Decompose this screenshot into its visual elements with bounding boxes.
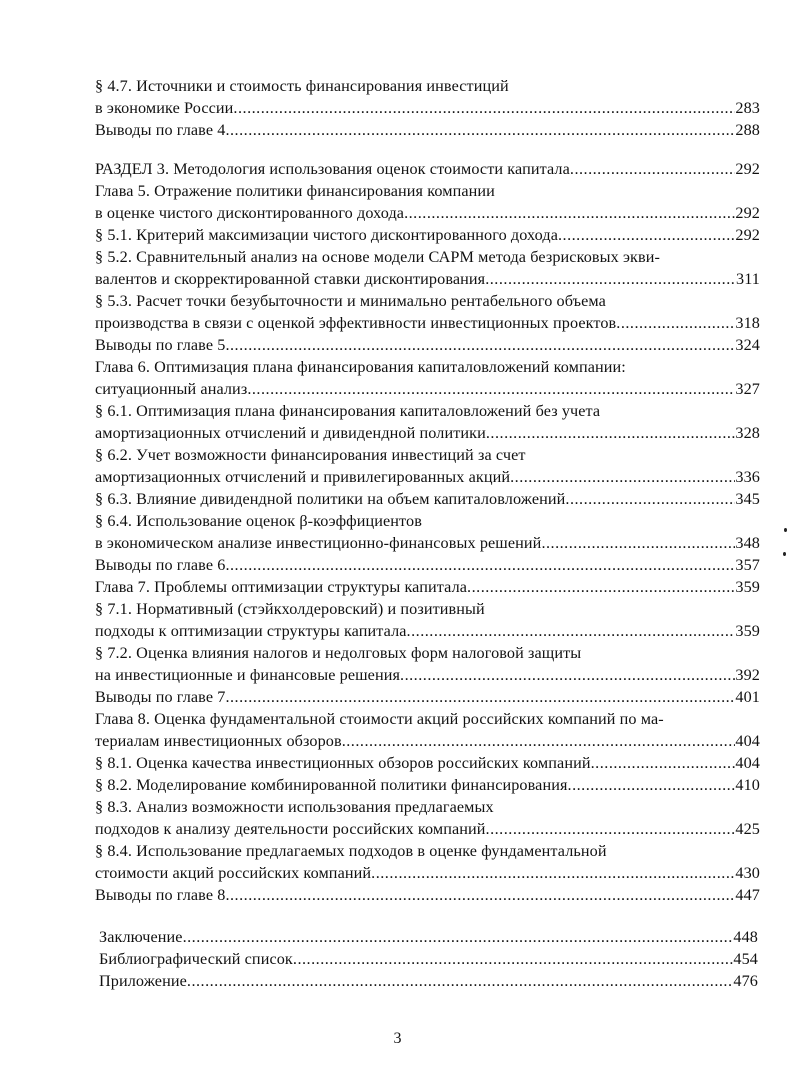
toc-entry-page: 401 (735, 688, 760, 706)
toc-leader (486, 818, 736, 840)
toc-line (95, 840, 760, 862)
toc-leader (558, 224, 735, 246)
toc-line (95, 730, 760, 752)
toc-entry-title: § 8.3. Анализ возможности использования предлагаемых (95, 798, 494, 816)
toc-entry-page: 392 (735, 666, 760, 684)
toc-line (95, 97, 760, 119)
toc-entry-page: 359 (735, 622, 760, 640)
toc-line (95, 488, 760, 510)
toc-entry-page: 345 (735, 490, 760, 508)
toc-leader (225, 119, 735, 141)
toc-line (95, 598, 760, 620)
toc-entry-title: в экономическом анализе инвестиционно-финансовых решений (95, 534, 542, 552)
toc-leader (467, 576, 735, 598)
toc-leader (541, 532, 735, 554)
toc-entry-title: § 6.2. Учет возможности финансирования инвестиций за счет (95, 446, 526, 464)
toc-leader (247, 378, 735, 400)
toc-leader (568, 774, 736, 796)
toc-entry-title: Выводы по главе 7 (95, 688, 226, 706)
toc-line (95, 312, 760, 334)
toc-line (95, 466, 760, 488)
toc-line (95, 75, 760, 97)
toc-leader (510, 466, 735, 488)
toc-entry-title: ситуационный анализ (95, 380, 248, 398)
scan-speck (784, 528, 787, 532)
toc-entry-title: подходы к оптимизации структуры капитала (95, 622, 407, 640)
toc-entry-page: 447 (735, 886, 760, 904)
toc-leader (225, 334, 735, 356)
toc-line (95, 202, 760, 224)
toc-leader (407, 620, 736, 642)
toc-entry-page: 425 (735, 820, 760, 838)
toc-entry-page: 327 (735, 380, 760, 398)
toc-entry-title: § 7.1. Нормативный (стэйкхолдеровский) и позитивный (95, 600, 485, 618)
toc-leader (233, 97, 735, 119)
toc-leader (486, 422, 736, 444)
toc-entry-page: 318 (735, 314, 760, 332)
toc-entry-page: 359 (735, 578, 760, 596)
toc-line (95, 290, 760, 312)
toc-leader (187, 970, 734, 992)
toc-entry-title: амортизационных отчислений и привилегированных акций (95, 468, 511, 486)
toc-entry-title: § 8.4. Использование предлагаемых подходов в оценке фундаментальной (95, 842, 607, 860)
toc-entry-page: 348 (735, 534, 760, 552)
toc-line (99, 926, 758, 948)
toc-entry-title: в оценке чистого дисконтированного дохода (95, 204, 405, 222)
toc-entry-title: Выводы по главе 8 (95, 886, 226, 904)
toc-line (95, 532, 760, 554)
toc-line (95, 708, 760, 730)
toc-line (95, 554, 760, 576)
toc-entry-page: 404 (735, 732, 760, 750)
toc-leader (225, 884, 735, 906)
toc-entry-page: 292 (735, 204, 760, 222)
toc-entry-page: 336 (735, 468, 760, 486)
toc-line (95, 576, 760, 598)
toc-entry-title: Библиографический список (99, 950, 293, 968)
toc-line (95, 334, 760, 356)
toc-entry-title: в экономике России (95, 99, 234, 117)
page-number: 3 (393, 1030, 402, 1047)
toc-entry-title: Глава 5. Отражение политики финансирования компании (95, 182, 495, 200)
toc-line (99, 948, 758, 970)
toc-entry-title: Глава 6. Оптимизация плана финансирования капиталовложений компании: (95, 358, 626, 376)
toc-entry-title: Выводы по главе 6 (95, 556, 226, 574)
toc-line (95, 818, 760, 840)
toc-entry-title: стоимости акций российских компаний (95, 864, 372, 882)
toc-leader (342, 730, 736, 752)
toc-leader (485, 268, 736, 290)
toc-leader (371, 862, 735, 884)
toc-line (95, 158, 760, 180)
toc-entry-title: § 5.3. Расчет точки безубыточности и минимально рентабельного объема (95, 292, 606, 310)
toc-line (95, 268, 760, 290)
toc-entry-title: § 7.2. Оценка влияния налогов и недолговых форм налоговой защиты (95, 644, 582, 662)
toc-entry-title: Приложение (99, 972, 187, 990)
toc-leader (293, 948, 734, 970)
toc-entry-title: § 5.1. Критерий максимизации чистого дисконтированного дохода (95, 226, 558, 244)
toc-leader (591, 752, 736, 774)
toc-entry-page: 404 (735, 754, 760, 772)
toc-entry-page: 410 (735, 776, 760, 794)
toc-line (95, 664, 760, 686)
toc-line (95, 884, 760, 906)
toc-line (95, 752, 760, 774)
toc-line (95, 356, 760, 378)
toc-entry-page: 283 (735, 99, 760, 117)
toc-entry-page: 476 (733, 972, 758, 990)
toc-entry-title: териалам инвестиционных обзоров (95, 732, 342, 750)
toc-line (95, 180, 760, 202)
toc-entry-title: Глава 7. Проблемы оптимизации структуры капитала (95, 578, 468, 596)
toc-line (95, 378, 760, 400)
toc-entry-title: § 6.4. Использование оценок β-коэффициентов (95, 512, 422, 530)
toc-entry-page: 288 (735, 121, 760, 139)
toc-entry-title: § 8.1. Оценка качества инвестиционных обзоров российских компаний (95, 754, 591, 772)
toc-line (95, 642, 760, 664)
toc-leader (183, 926, 734, 948)
toc-line (95, 422, 760, 444)
toc-entry-title: Выводы по главе 5 (95, 336, 226, 354)
toc-entry-title: валентов и скорректированной ставки дисконтирования (95, 270, 486, 288)
toc-entry-title: Глава 8. Оценка фундаментальной стоимости акций российских компаний по ма- (95, 710, 664, 728)
toc-entry-page: 448 (733, 928, 758, 946)
toc-entry-title: Выводы по главе 4 (95, 121, 226, 139)
toc-line (95, 686, 760, 708)
toc-entry-page: 454 (733, 950, 758, 968)
toc-line (95, 246, 760, 268)
toc-leader (404, 202, 735, 224)
toc-entry-page: 357 (735, 556, 760, 574)
toc-line (95, 796, 760, 818)
toc-entry-title: на инвестиционные и финансовые решения (95, 666, 401, 684)
toc-entry-page: 328 (735, 424, 760, 442)
toc-leader (616, 312, 735, 334)
toc-line (95, 862, 760, 884)
toc-entry-page: 292 (735, 160, 760, 178)
toc-leader (400, 664, 735, 686)
toc-entry-page: 430 (735, 864, 760, 882)
toc-line (95, 510, 760, 532)
toc-entry-title: § 8.2. Моделирование комбинированной политики финансирования (95, 776, 568, 794)
toc-leader (570, 158, 736, 180)
toc-entry-title: Заключение (99, 928, 183, 946)
toc-entry-page: 292 (735, 226, 760, 244)
scan-speck (783, 552, 786, 556)
toc-entry-title: производства в связи с оценкой эффективности инвестиционных проектов (95, 314, 617, 332)
toc-entry-page: 324 (735, 336, 760, 354)
toc-entry-title: § 6.1. Оптимизация плана финансирования капиталовложений без учета (95, 402, 601, 420)
toc-line (95, 774, 760, 796)
toc-entry-page: 311 (736, 270, 760, 288)
toc-entry-title: подходов к анализу деятельности российских компаний (95, 820, 486, 838)
toc-leader (225, 686, 735, 708)
toc-entry-title: § 5.2. Сравнительный анализ на основе модели САРМ метода безрисковых экви- (95, 248, 660, 266)
toc-line (95, 444, 760, 466)
toc-line (95, 620, 760, 642)
toc-line (95, 224, 760, 246)
toc-leader (565, 488, 735, 510)
toc-line (95, 119, 760, 141)
toc-line (95, 400, 760, 422)
toc-leader (225, 554, 735, 576)
toc-entry-title: РАЗДЕЛ 3. Методология использования оценок стоимости капитала (95, 160, 570, 178)
toc-entry-title: § 6.3. Влияние дивидендной политики на объем капиталовложений (95, 490, 566, 508)
toc-line (99, 970, 758, 992)
toc-entry-title: § 4.7. Источники и стоимость финансирования инвестиций (95, 77, 509, 95)
toc-entry-title: амортизационных отчислений и дивидендной политики (95, 424, 486, 442)
